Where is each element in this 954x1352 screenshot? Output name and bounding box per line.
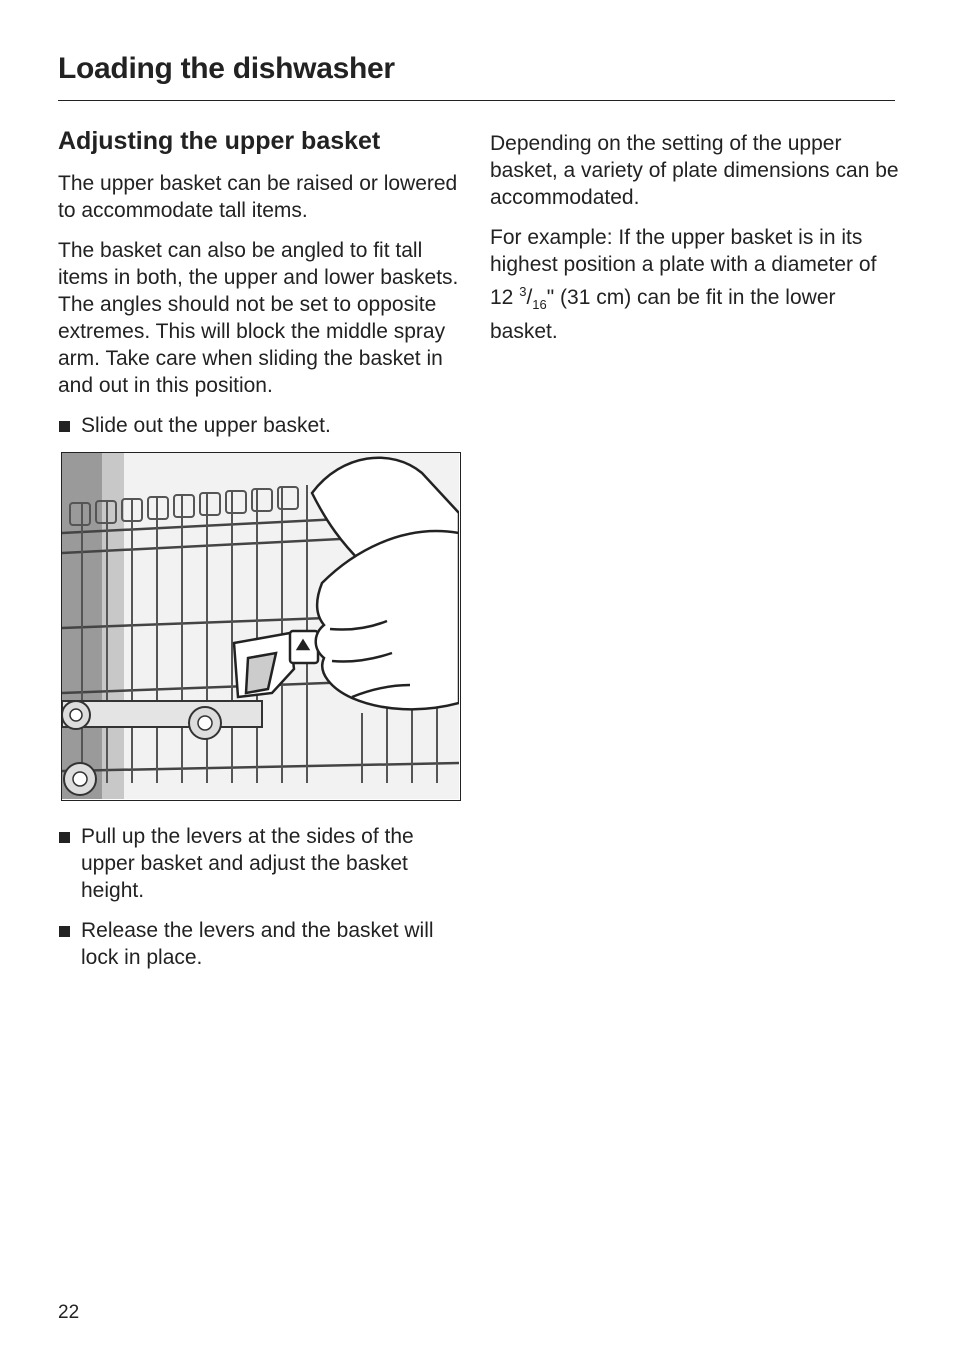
section-title: Adjusting the upper basket <box>58 127 381 155</box>
basket-lever-drawing <box>62 453 459 799</box>
paragraph-plate-example: For example: If the upper basket is in its highest position a plate with a diameter of 12 $^3/_{16}$" (31 cm) can be fit in the lower basket. <box>490 226 877 344</box>
example-text-start: For example: If the upper basket is in its highest position a plate with a diameter of 12 <box>490 226 877 309</box>
instruction-pull-levers: Pull up the levers at the sides of the upper basket and adjust the basket height. <box>58 823 468 904</box>
basket-illustration <box>61 452 461 801</box>
instruction-release-levers: Release the levers and the basket will lock in place. <box>58 917 468 971</box>
paragraph-angle-warning: The basket can also be angled to fit tall items in both, the upper and lower baskets. The angles should not be set to opposite extremes. This will block the middle spray arm. Take care when sliding the basket in and out in this position. <box>58 239 459 397</box>
hands <box>312 458 459 710</box>
example-text-end: " (31 cm) can be fit in the lower basket. <box>490 286 836 344</box>
paragraph-plate-dimensions: Depending on the setting of the upper basket, a variety of plate dimensions can be accommodated. <box>490 132 899 209</box>
page-title: Loading the dishwasher <box>58 52 395 85</box>
paragraph-raise-lower: The upper basket can be raised or lowered to accommodate tall items. <box>58 172 458 222</box>
fraction-numerator: 3 <box>519 284 527 299</box>
instruction-slide-out: Slide out the upper basket. <box>58 412 468 439</box>
left-column <box>58 126 468 984</box>
page-number: 22 <box>58 1302 80 1323</box>
right-column <box>490 130 900 358</box>
header-divider <box>58 100 895 101</box>
fraction-denominator: 16 <box>532 297 547 313</box>
